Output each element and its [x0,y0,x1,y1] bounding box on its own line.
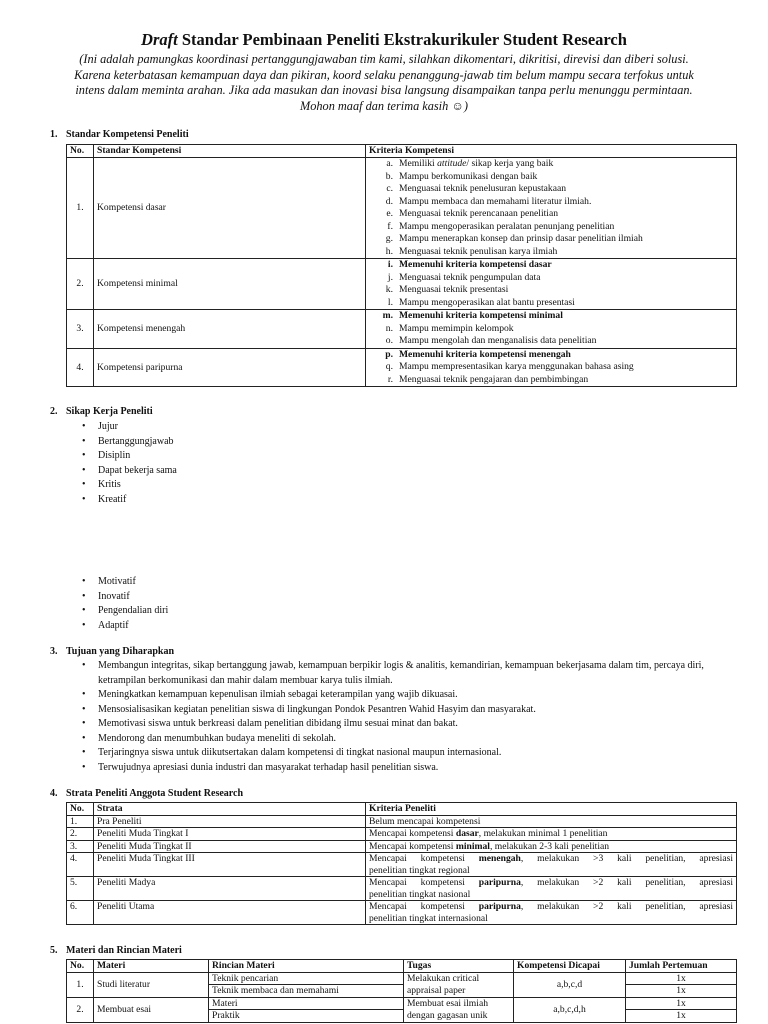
title-draft-word: Draft [141,30,178,49]
table-row: 5. Peneliti Madya Mencapai kompetensi paripurna, melakukan >2 kali penelitian, apresiasi penelitian tingkat nasional [67,877,737,901]
section-1-heading: 1. Standar Kompetensi Peneliti [50,129,189,140]
list-item: • Meningkatkan kemampuan kepenulisan ilmiah sebagai keterampilan yang wajib dikuasai. [80,688,736,703]
criteria-marker: i. [387,259,393,270]
criteria-text: Memenuhi kriteria kompetensi minimal [399,310,563,321]
table-row: 4. Peneliti Muda Tingkat III Mencapai kompetensi menengah, melakukan >3 kali penelitian, apresiasi penelitian tingkat regional [67,853,737,877]
criteria-marker: g. [385,233,393,244]
list-item: • Pengendalian diri [80,604,168,619]
criteria-list [369,349,733,387]
list-item: • Motivatif [80,575,168,590]
criteria-text: Menguasai teknik presentasi [399,284,509,295]
criteria-text: Mampu mengoperasikan peralatan penunjang penelitian [399,220,615,232]
table-row: 1. Pra Peneliti Belum mencapai kompetensi [67,815,737,828]
criteria-item [369,196,733,209]
table-row: 6. Peneliti Utama Mencapai kompetensi paripurna, melakukan >2 kali penelitian, apresiasi penelitian tingkat internasional [67,901,737,925]
table-header-row: No. Strata Kriteria Peneliti [67,803,737,816]
criteria-marker: p. [385,348,393,360]
table-row: 2. Membuat esai Materi Praktik Membuat esai ilmiah dengan gagasan unik a,b,c,d,h 1x 1x [67,997,737,1022]
list-item: • Kritis [80,478,177,493]
criteria-item [369,284,733,297]
table-row: 1. Studi literatur Teknik pencarian Teknik membaca dan memahami Melakukan critical appraisal paper a,b,c,d 1x 1x [67,972,737,997]
list-item: • Disiplin [80,449,177,464]
strata-table [66,802,737,925]
criteria-text: Menguasai teknik pengumpulan data [399,271,541,283]
section-2-heading: 2. Sikap Kerja Peneliti [50,406,153,417]
criteria-item [369,208,733,221]
criteria-list [369,259,733,309]
criteria-list [369,158,733,258]
criteria-text: Memiliki attitude/ sikap kerja yang baik [399,158,554,169]
criteria-text: Mampu membaca dan memahami literatur ilmiah. [399,195,592,207]
list-item: • Mensosialisasikan kegiatan penelitian siswa di lingkungan Pondok Pesantren Wahid Hasyim dan masyarakat. [80,703,736,718]
table-header-row: No. Materi Rincian Materi Tugas Kompetensi Dicapai Jumlah Pertemuan [67,960,737,973]
criteria-marker: q. [385,361,393,372]
criteria-item [369,171,733,184]
criteria-marker: r. [387,373,393,385]
list-item: • Adaptif [80,619,168,634]
table-row: 2. Kompetensi minimal i. Memenuhi kriteria kompetensi dasar j. Menguasai teknik pengumpulan data k. Menguasai teknik presentasi l. Mampu mengoperasikan alat bantu presentasi [67,259,737,310]
criteria-item [369,374,733,387]
criteria-text: Mampu mempresentasikan karya menggunakan bahasa asing [399,361,634,372]
section-3-heading: 3. Tujuan yang Diharapkan [50,646,175,657]
criteria-item [369,183,733,196]
criteria-marker: o. [385,335,393,346]
table-row: 2. Peneliti Muda Tingkat I Mencapai kompetensi dasar, melakukan minimal 1 penelitian [67,828,737,841]
table-header-row: No. Standar Kompetensi Kriteria Kompetensi [67,145,737,158]
list-item: • Terjaringnya siswa untuk diikutsertakan dalam kompetensi di tingkat nasional maupun internasional. [80,746,736,761]
attitude-list-b [80,575,168,633]
criteria-item [369,233,733,246]
list-item: • Inovatif [80,590,168,605]
material-table [66,959,737,1023]
intro-note: (Ini adalah pamungkas koordinasi pertanggungjawaban tim kami, silahkan dikomentari, dikritisi, direvisi dan diberi solusi. Karena keterbatasan kemampuan daya dan pikiran, koord selaku penanggung-jawab tim belum mampu secara terfokus untuk intens dalam meminta arahan. Jika ada masukan dan inovasi bisa langsung disampaikan tanpa perlu menunggu permintaan. Mohon maaf dan terima kasih ☺) [74,52,694,113]
goals-list [80,659,736,775]
criteria-marker: j. [387,271,393,283]
criteria-item [369,310,733,323]
criteria-marker: d. [385,195,393,207]
criteria-marker: c. [386,183,393,194]
criteria-item [369,349,733,362]
list-item: • Mendorong dan menumbuhkan budaya meneliti di sekolah. [80,732,736,747]
list-item: • Jujur [80,420,177,435]
table-row: 3. Kompetensi menengah m. Memenuhi kriteria kompetensi minimal n. Mampu memimpin kelompok o. Mampu mengolah dan menganalisis data penelitian [67,310,737,349]
list-item: • Memotivasi siswa untuk berkreasi dalam penelitian dibidang ilmu sesuai minat dan bakat. [80,717,736,732]
criteria-text: Memenuhi kriteria kompetensi dasar [399,259,552,270]
document-title [0,30,768,50]
list-item: • Dapat bekerja sama [80,464,177,479]
criteria-item [369,221,733,234]
criteria-text: Mampu mengoperasikan alat bantu presentasi [399,296,575,308]
criteria-marker: k. [385,284,393,295]
list-item: • Membangun integritas, sikap bertanggung jawab, kemampuan berpikir logis & analitis, kemandirian, kemampuan bekerjasama dalam tim, percaya diri, ketrampilan berkomunikasi dan mahir dalam membuar karya tulis ilmiah. [80,659,736,688]
criteria-text: Mampu berkomunikasi dengan baik [399,170,538,182]
criteria-item [369,361,733,374]
criteria-marker: h. [385,245,393,257]
criteria-text: Mampu mengolah dan menganalisis data penelitian [399,335,597,346]
criteria-item [369,272,733,285]
criteria-text: Mampu menerapkan konsep dan prinsip dasar penelitian ilmiah [399,233,643,244]
list-item: • Terwujudnya apresiasi dunia industri dan masyarakat terhadap hasil penelitian siswa. [80,761,736,776]
criteria-marker: f. [387,220,393,232]
criteria-marker: n. [385,322,393,334]
criteria-marker: a. [386,158,393,169]
table-row: 3. Peneliti Muda Tingkat II Mencapai kompetensi minimal, melakukan 2-3 kali penelitian [67,840,737,853]
criteria-item [369,335,733,348]
criteria-text: Menguasai teknik pengajaran dan pembimbingan [399,373,589,385]
title-text: Standar Pembinaan Peneliti Ekstrakurikuler Student Research [177,30,627,49]
criteria-marker: e. [386,208,393,219]
list-item: • Bertanggungjawab [80,435,177,450]
criteria-item [369,323,733,336]
criteria-item [369,246,733,259]
criteria-list [369,310,733,348]
criteria-marker: b. [385,170,393,182]
criteria-marker: m. [382,310,393,321]
criteria-item [369,297,733,310]
criteria-item [369,259,733,272]
criteria-text: Mampu memimpin kelompok [399,322,514,334]
criteria-text: Menguasai teknik penulisan karya ilmiah [399,245,558,257]
competency-table [66,144,737,387]
attitude-list-a [80,420,177,507]
criteria-item [369,158,733,171]
criteria-text: Memenuhi kriteria kompetensi menengah [399,348,571,360]
table-row: 1. Kompetensi dasar a. Memiliki attitude/ sikap kerja yang baik b. Mampu berkomunikasi dengan baik c. Menguasai teknik penelusuran kepustakaan d. Mampu membaca dan memahami literatur ilmiah. e. Menguasai teknik perencanaan penelitian f. Mampu mengoperasikan peralatan penunjang penelitian g. Mampu menerapkan konsep dan prinsip dasar penelitian ilmiah h. Menguasai teknik penulisan karya ilmiah [67,158,737,259]
criteria-text: Menguasai teknik penelusuran kepustakaan [399,183,567,194]
section-4-heading: 4. Strata Peneliti Anggota Student Research [50,788,244,799]
list-item: • Kreatif [80,493,177,508]
criteria-marker: l. [387,296,393,308]
section-5-heading: 5. Materi dan Rincian Materi [50,945,182,956]
table-row: 4. Kompetensi paripurna p. Memenuhi kriteria kompetensi menengah q. Mampu mempresentasikan karya menggunakan bahasa asing r. Menguasai teknik pengajaran dan pembimbingan [67,348,737,387]
criteria-text: Menguasai teknik perencanaan penelitian [399,208,559,219]
